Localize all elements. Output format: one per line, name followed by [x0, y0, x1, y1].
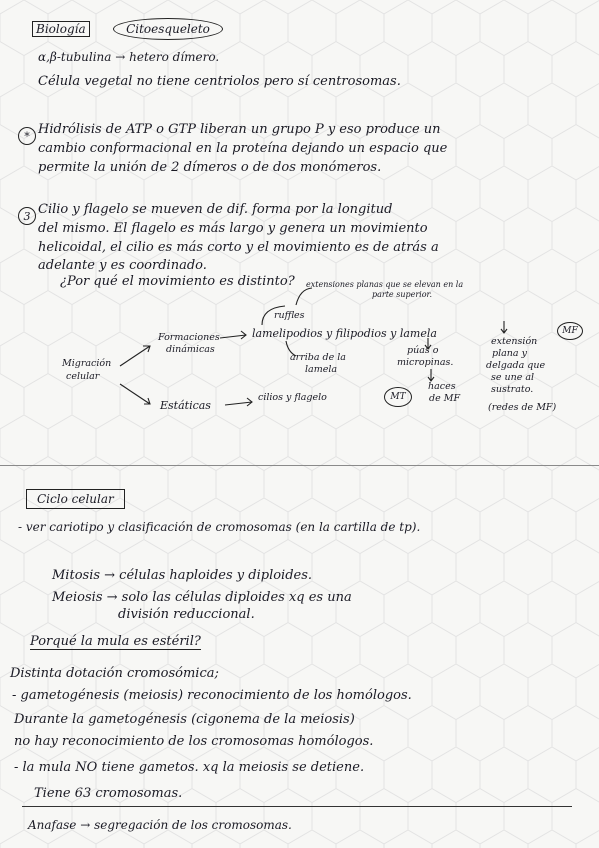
diagram-extension-1: extensión	[491, 336, 538, 347]
diagram-puas-2: micropinas.	[397, 357, 454, 368]
note-num-line-4: adelante y es coordinado.	[38, 258, 207, 273]
line-celula-vegetal: Célula vegetal no tiene centriolos pero sí centrosomas.	[38, 74, 401, 89]
line-mitosis: Mitosis → células haploides y diploides.	[52, 568, 313, 583]
diagram-ext-planas-1: extensiones planas que se elevan en la	[306, 280, 464, 289]
page-divider	[0, 465, 599, 466]
diagram-puas-1: púas o	[407, 345, 439, 356]
diagram-lamelipodios-row: lamelipodios y filipodios y lamela	[252, 327, 437, 340]
diagram-ruffles: ruffles	[274, 310, 305, 321]
diagram-haces-2: de MF	[429, 393, 461, 404]
diagram-extension-3: delgada que	[486, 360, 546, 371]
mula-line-4: no hay reconocimiento de los cromosomas homólogos.	[14, 734, 374, 749]
title-box-biologia: Biología	[32, 21, 90, 37]
note-num-line-3: helicoidal, el cilio es más corto y el movimiento es de atrás a	[38, 240, 439, 255]
mula-line-2: - gametogénesis (meiosis) reconocimiento de los homólogos.	[12, 688, 412, 703]
mula-line-3: Durante la gametogénesis (cigonema de la meiosis)	[14, 712, 355, 727]
note-star-line-2: cambio conformacional en la proteína dejando un espacio que	[38, 141, 448, 156]
diagram-extension-4: se une al	[491, 372, 535, 383]
line-cariotipo: - ver cariotipo y clasificación de cromosomas (en la cartilla de tp).	[18, 520, 421, 534]
diagram-formaciones-2: dinámicas	[166, 344, 215, 355]
line-meiosis-2: división reduccional.	[118, 607, 255, 622]
title-oval-citoesqueleto: Citoesqueleto	[113, 18, 223, 40]
diagram-redes: (redes de MF)	[488, 402, 557, 413]
note-star-line-1: Hidrólisis de ATP o GTP liberan un grupo P y eso produce un	[38, 122, 441, 137]
mula-line-1: Distinta dotación cromosómica;	[10, 666, 219, 681]
number-bullet: 3	[18, 207, 36, 225]
diagram-ext-planas-2: parte superior.	[372, 290, 433, 299]
star-bullet: *	[18, 127, 36, 145]
diagram-arriba-2: lamela	[305, 364, 338, 375]
diagram-haces-1: haces	[428, 381, 456, 392]
diagram-extension-5: sustrato.	[491, 384, 534, 395]
diagram-formaciones-1: Formaciones	[158, 332, 220, 343]
diagram-migracion-1: Migración	[62, 358, 112, 369]
diagram-migracion-2: celular	[66, 371, 100, 382]
line-meiosis-1: Meiosis → solo las células diploides xq es una	[52, 590, 352, 605]
note-star-line-3: permite la unión de 2 dímeros o de dos monómeros.	[38, 160, 382, 175]
mula-line-5: - la mula NO tiene gametos. xq la meiosis se detiene.	[14, 760, 365, 775]
mt-circle: MT	[384, 387, 412, 407]
diagram-arriba-1: arriba de la	[290, 352, 346, 363]
title-box-ciclo-celular: Ciclo celular	[26, 489, 125, 509]
diagram-cilios: cilios y flagelo	[258, 392, 327, 403]
mula-question: Porqué la mula es estéril?	[30, 634, 201, 649]
diagram-estaticas: Estáticas	[160, 399, 211, 412]
line-anafase: Anafase → segregación de los cromosomas.	[28, 818, 292, 832]
diagram-extension-2: plana y	[492, 348, 527, 359]
mula-line-6: Tiene 63 cromosomas.	[34, 786, 183, 801]
mf-circle: MF	[557, 322, 583, 340]
question-movimiento: ¿Por qué el movimiento es distinto?	[60, 274, 295, 289]
bottom-rule	[22, 806, 572, 807]
note-num-line-1: Cilio y flagelo se mueven de dif. forma por la longitud	[38, 202, 393, 217]
line-tubulina: α,β-tubulina → hetero dímero.	[38, 50, 220, 64]
note-num-line-2: del mismo. El flagelo es más largo y genera un movimiento	[38, 221, 428, 236]
